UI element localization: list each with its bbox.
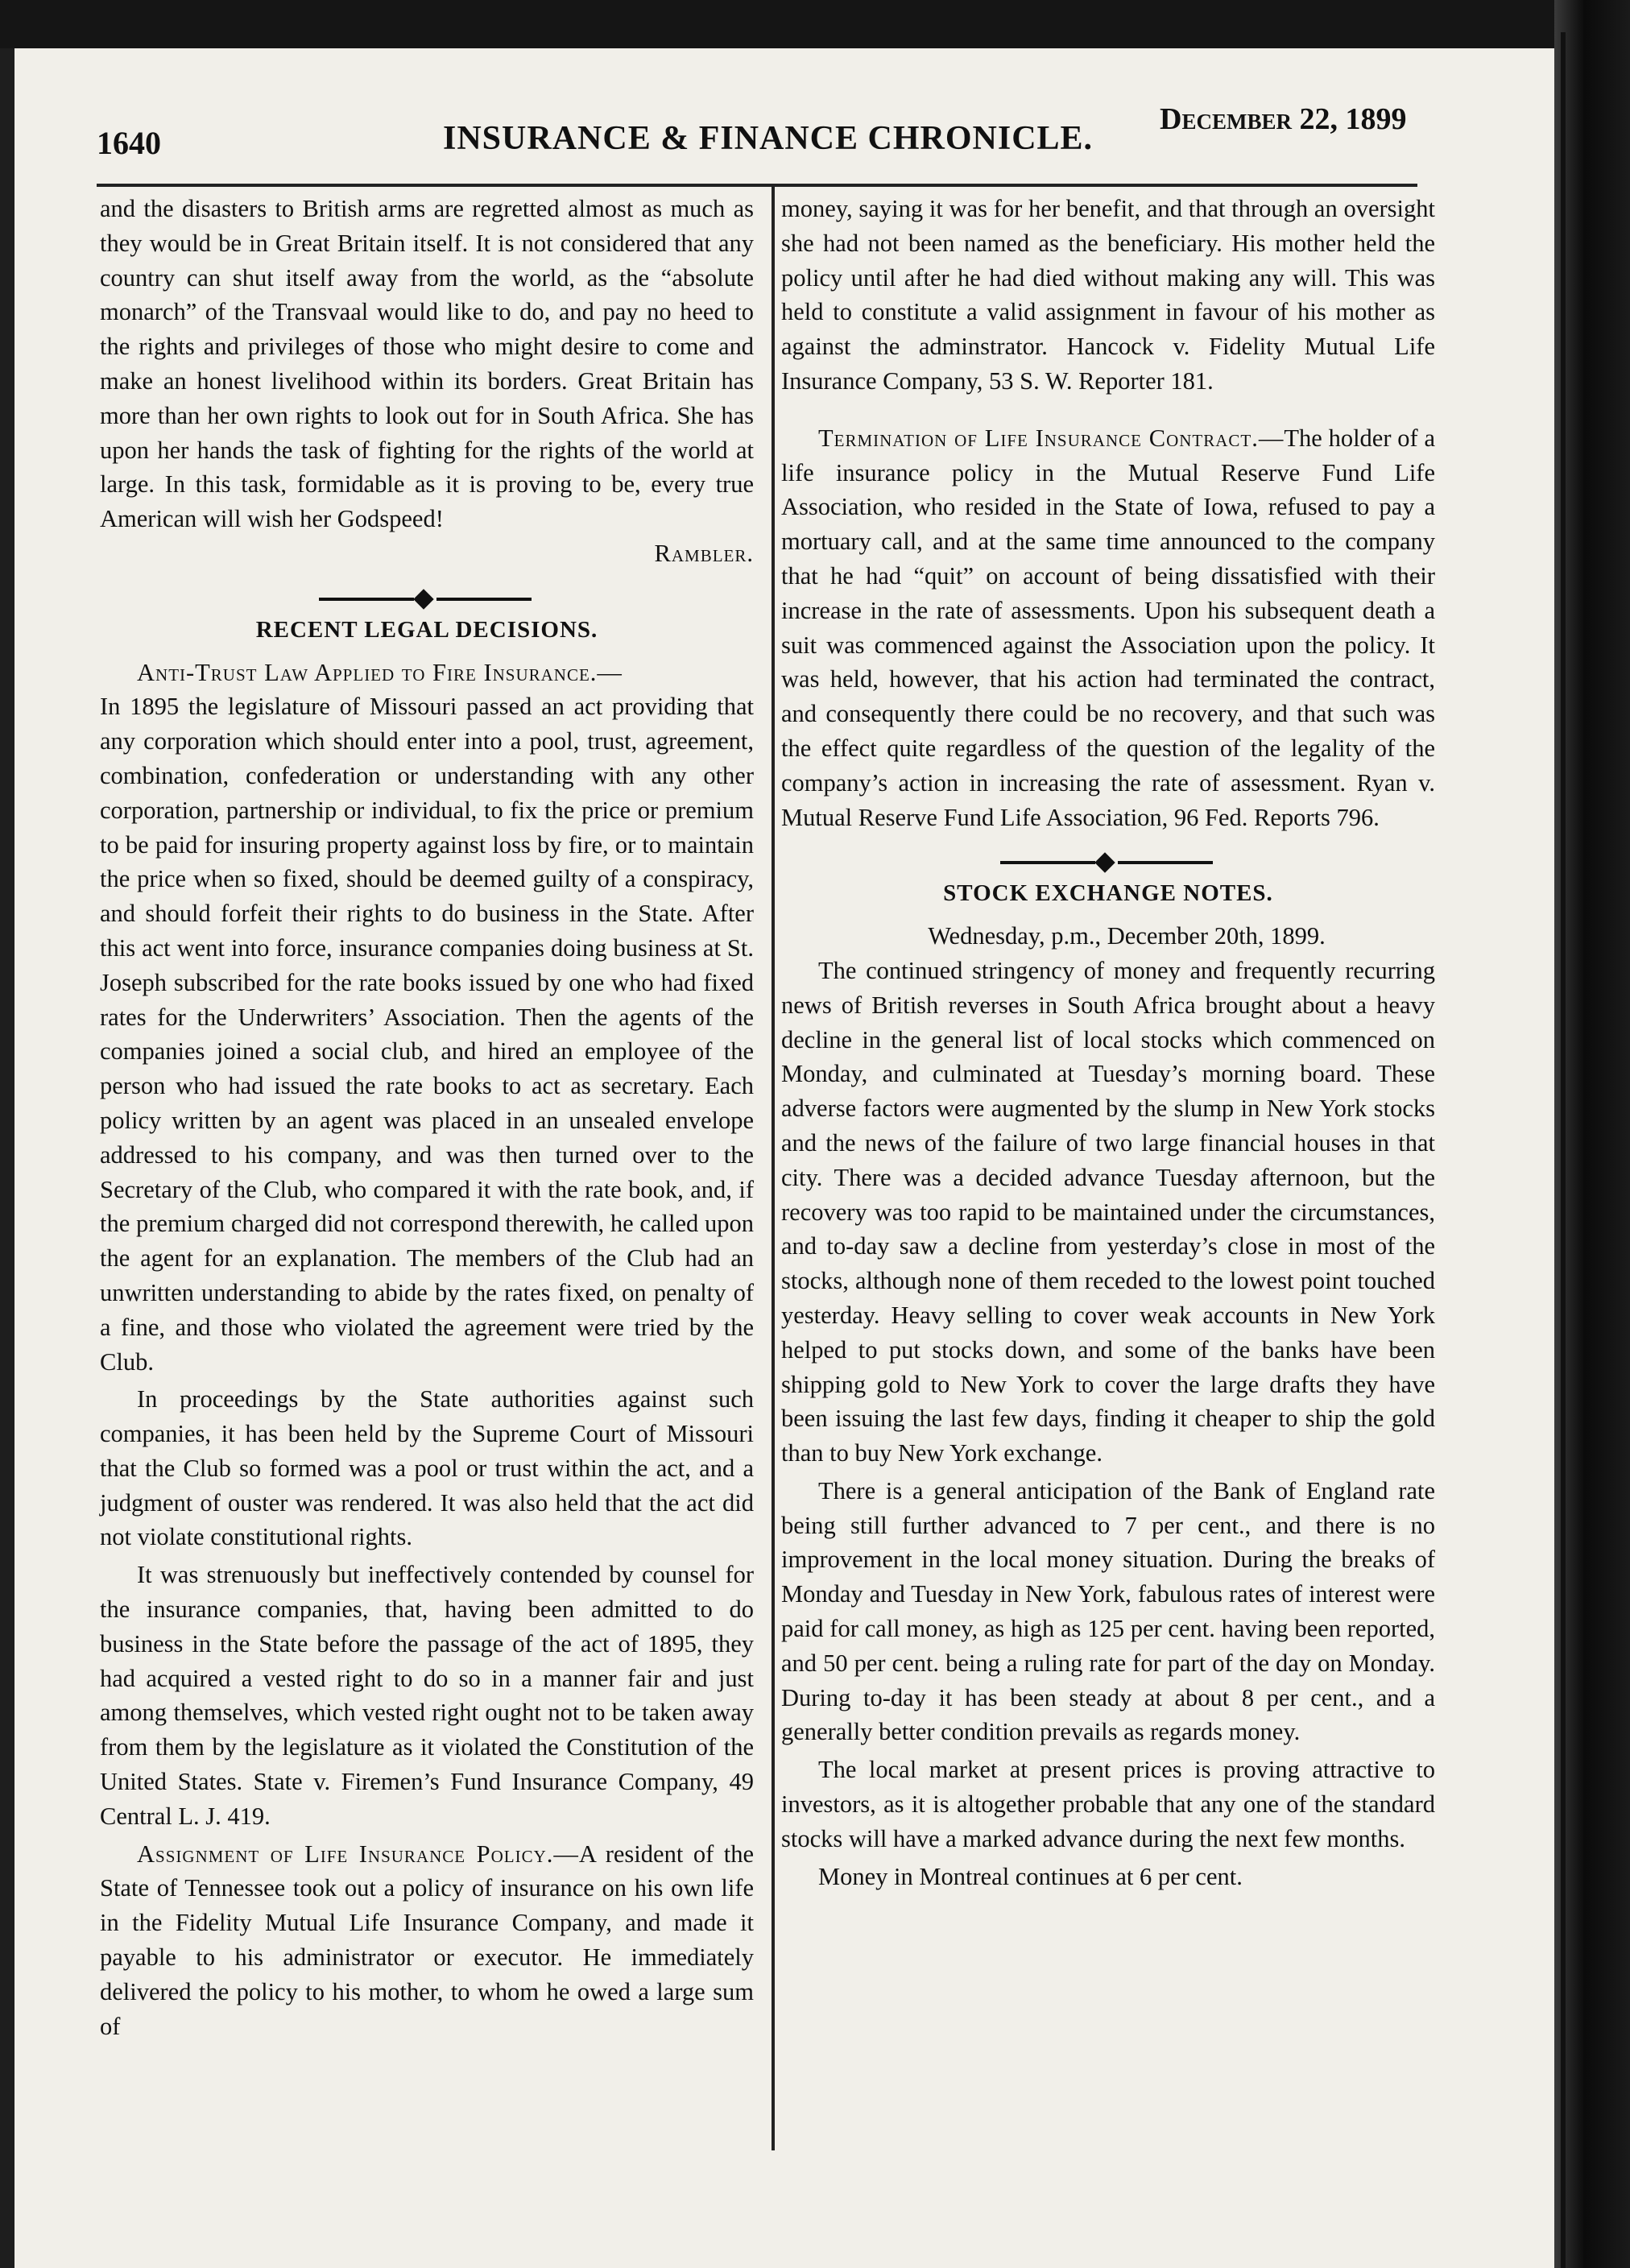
- article-termination: [781, 421, 1435, 835]
- author-signature: Rambler.: [654, 539, 754, 567]
- page-number: 1640: [97, 125, 161, 161]
- page-binding-edge: [1554, 0, 1630, 2268]
- right-column: [781, 192, 1435, 1893]
- subhead-anti-trust: Anti-Trust Law Applied to Fire Insurance.—: [137, 658, 623, 686]
- left-column: [100, 192, 754, 2043]
- stock-para-1: The continued stringency of money and frequently recurring news of British reverses in South Africa brought about a heavy decline in the general list of local stocks which commenced on Monday, and culminated at Tuesday’s morning board. These adverse factors were augmented by the slump in New York stocks and the news of the failure of two large financial houses in that city. There was a decided advance Tuesday afternoon, but the recovery was too rapid to be maintained under the circumstances, and to-day saw a decline from yesterday’s close in most of the stocks, although none of them receded to the lowest point touched yesterday. Heavy selling to cover weak accounts in New York helped to put stocks down, and some of the banks have been shipping gold to New York to cover the large drafts they have been issuing the last few days, finding it cheaper to ship the gold than to buy New York exchange.: [781, 956, 1435, 1467]
- assignment-text: A resident of the State of Tennessee took out a policy of insurance on his own life in the Fidelity Mutual Life Insurance Company, and made it payable to his administrator or executor. He immediately delivered the policy to his mother, to whom he owed a large sum of: [100, 1840, 755, 2040]
- article-anti-trust: [100, 656, 754, 1380]
- journal-title: INSURANCE & FINANCE CHRONICLE.: [443, 120, 1094, 157]
- stock-para-4: Money in Montreal continues at 6 per cent.: [818, 1862, 1243, 1890]
- termination-text: The holder of a life insurance policy in the Mutual Reserve Fund Life Association, who resided in the State of Iowa, refused to pay a mortuary call, and at the same time announced to the company that he had “quit” on account of being dissatisfied with their increase in the rate of assessments. Upon his subsequent death a suit was commenced against the Association upon the policy. It was held, however, that his action had terminated the contract, and consequently there could be no recovery, and that such was the effect quite regardless of the question of the legality of the company’s action in increasing the rate of assessment. Ryan v. Mutual Reserve Fund Life Association, 96 Fed. Reports 796.: [781, 424, 1436, 831]
- binding-line: [1561, 32, 1566, 2268]
- scan-top-shadow: [0, 0, 1630, 48]
- issue-date: December 22, 1899: [1160, 102, 1407, 136]
- page-header: [97, 95, 1433, 159]
- subhead-termination: Termination of Life Insurance Contract.—: [818, 424, 1285, 452]
- subhead-assignment: Assignment of Life Insurance Policy.—: [137, 1840, 579, 1868]
- section-ornament: [100, 589, 754, 610]
- section-ornament: [781, 852, 1435, 873]
- column-divider: [772, 185, 775, 2150]
- stock-para-3: The local market at present prices is proving attractive to investors, as it is altogether probable that any one of the standard stocks will have a marked advance during the next few months.: [781, 1756, 1435, 1852]
- section-title-legal: RECENT LEGAL DECISIONS.: [255, 616, 598, 643]
- stock-dateline: Wednesday, p.m., December 20th, 1899.: [928, 922, 1326, 950]
- article-continuation: and the disasters to British arms are regretted almost as much as they would be in Great Britain itself. It is not considered that any country can shut itself away from the world, as the “absolute monarch” of the Transvaal would like to do, and pay no heed to the rights and privileges of those who might desire to come and make an honest livelihood within its borders. Great Britain has more than her own rights to look out for in South Africa. She has upon her hands the task of fighting for the rights of the world at large. In this task, formidable as it is proving to be, every true American will wish her Godspeed!: [100, 195, 754, 533]
- article-assignment: [100, 1837, 754, 2044]
- anti-trust-para-2: In proceedings by the State authorities against such companies, it has been held by the Supreme Court of Missouri that the Club so formed was a pool or trust within the act, and a judgment of ouster was rendered. It was also held that the act did not violate constitutional rights.: [100, 1385, 754, 1551]
- anti-trust-text: In 1895 the legislature of Missouri passed an act providing that any corporation which should enter into a pool, trust, agreement, combination, confederation or understanding with any other corporation, partnership or individual, to fix the price or premium to be paid for insuring property against loss by fire, or to maintain the price when so fixed, should be deemed guilty of a conspiracy, and should forfeit their rights to do business in the State. After this act went into force, insurance companies doing business at St. Joseph subscribed for the rate books issued by one who had fixed rates for the Underwriters’ Association. Then the agents of the companies joined a social club, and hired an employee of the person who had issued the rate books to act as secretary. Each policy written by an agent was placed in an unsealed envelope addressed to his company, and was then turned over to the Secretary of the Club, who compared it with the rate book, and, if the premium charged did not correspond therewith, he called upon the agent for an explanation. The members of the Club had an unwritten understanding to abide by the rates fixed, on penalty of a fine, and those who violated the agreement were tried by the Club.: [100, 693, 754, 1376]
- section-title-stock: STOCK EXCHANGE NOTES.: [943, 880, 1273, 907]
- anti-trust-para-3: It was strenuously but ineffectively contended by counsel for the insurance companies, that, having been admitted to do business in the State before the passage of the act of 1895, they had acquired a vested right to do so in a manner fair and just among themselves, which vested right ought not to be taken away from them by the legislature as it violated the Constitution of the United States. State v. Firemen’s Fund Insurance Company, 49 Central L. J. 419.: [100, 1561, 754, 1830]
- stock-para-2: There is a general anticipation of the Bank of England rate being still further advanced to 7 per cent., and there is no improvement in the local money situation. During the breaks of Monday and Tuesday in New York, fabulous rates of interest were paid for call money, as high as 125 per cent. having been reported, and 50 per cent. being a ruling rate for part of the day on Monday. During to-day it has been steady at about 8 per cent., and a generally better condition prevails as regards money.: [781, 1476, 1435, 1746]
- assignment-continuation: money, saying it was for her benefit, and that through an oversight she had not been named as the beneficiary. His mother held the policy until after he had died without making any will. This was held to constitute a valid assignment in favour of his mother as against the adminstrator. Hancock v. Fidelity Mutual Life Insurance Company, 53 S. W. Reporter 181.: [781, 195, 1435, 395]
- header-rule: [97, 184, 1417, 187]
